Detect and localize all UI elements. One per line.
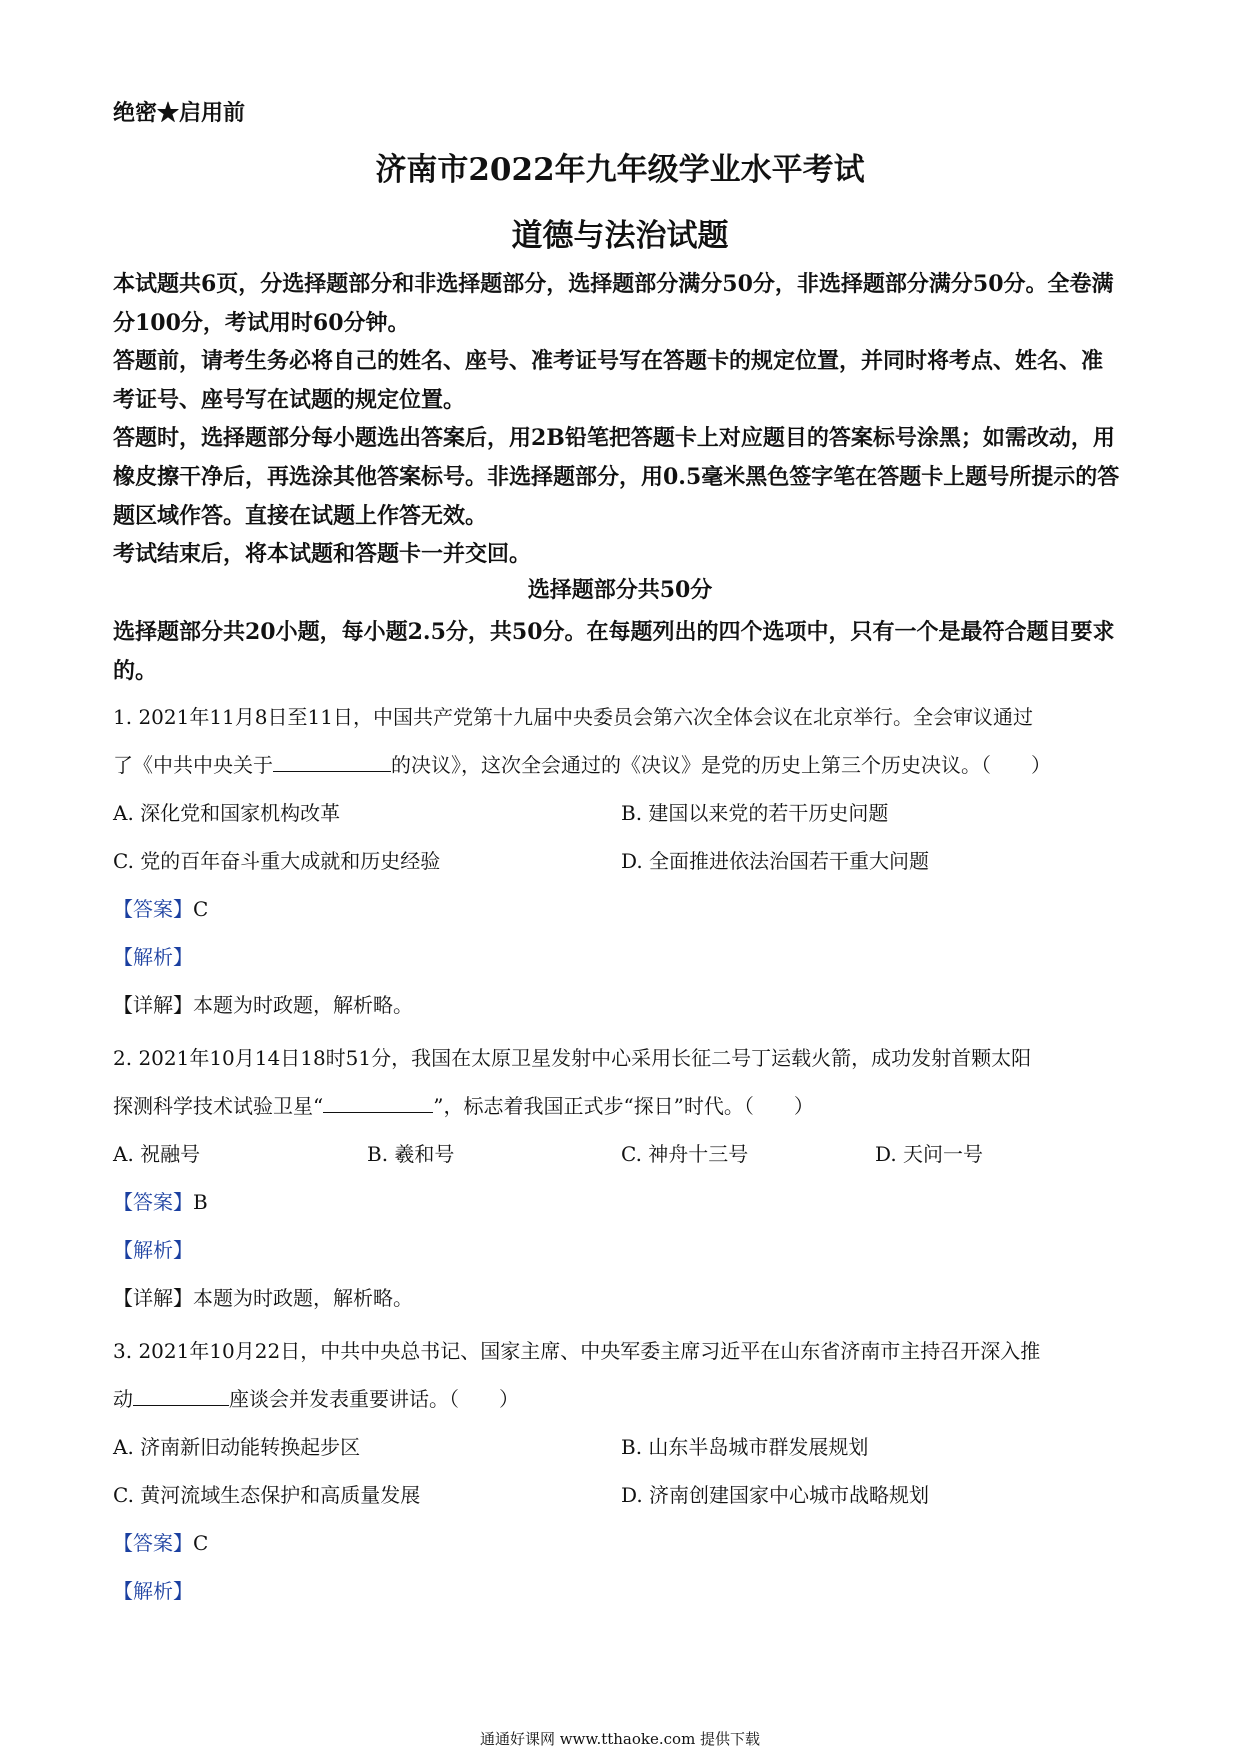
exam-title: 济南市2022年九年级学业水平考试 [375,152,865,188]
question-1 [113,693,1133,1029]
answer-line [113,1519,1133,1567]
section-heading: 选择题部分共50分 [527,577,713,603]
question-3 [113,1327,1133,1615]
stem-text: 探测科学技术试验卫星“ [113,1094,324,1118]
detail-tag: 【详解】 [113,993,193,1017]
instruction-paragraph: 答题前，请考生务必将自己的姓名、座号、准考证号写在答题卡的规定位置，并同时将考点、姓名、准考证号、座号写在试题的规定位置。 [113,348,1104,413]
instruction-paragraph: 本试题共6页，分选择题部分和非选择题部分，选择题部分满分50分，非选择题部分满分50分。全卷满分100分，考试用时60分钟。 [113,271,1114,336]
option-a: A. 祝融号 [113,1142,201,1166]
option-d: D. 全面推进依法治国若干重大问题 [621,849,930,873]
option-b: B. 建国以来党的若干历史问题 [621,801,889,825]
option-b: B. 羲和号 [367,1142,455,1166]
option-d: D. 天问一号 [875,1142,984,1166]
question-stem-line [113,1375,1133,1423]
options-row [113,837,1133,885]
answer-value: C [193,1531,209,1555]
fill-blank [273,753,391,772]
stem-text: ”，标志着我国正式步“探日”时代。（ ） [433,1094,814,1118]
option-a: A. 深化党和国家机构改革 [113,801,341,825]
instruction-paragraph: 答题时，选择题部分每小题选出答案后，用2B铅笔把答题卡上对应题目的答案标号涂黑；如需改动，用橡皮擦干净后，再选涂其他答案标号。非选择题部分，用0.5毫米黑色签字笔在答题卡上题号所提示的答题区域作答。直接在试题上作答无效。 [113,425,1120,529]
question-stem-line: 3. 2021年10月22日，中共中央总书记、国家主席、中央军委主席习近平在山东省济南市主持召开深入推 [113,1339,1041,1363]
question-2 [113,1034,1133,1322]
answer-tag: 【答案】 [113,897,193,921]
options-row [113,1423,1133,1471]
exam-subtitle: 道德与法治试题 [511,218,729,254]
analysis-tag: 【解析】 [113,1579,193,1603]
question-stem-line [113,741,1133,789]
options-row [113,1130,1133,1178]
instruction-paragraph: 考试结束后，将本试题和答题卡一并交回。 [113,541,532,568]
answer-tag: 【答案】 [113,1190,193,1214]
instructions [113,265,1123,574]
analysis-tag: 【解析】 [113,945,193,969]
footer-watermark: 通通好课网 www.tthaoke.com 提供下载 [479,1730,761,1748]
options-row [113,1471,1133,1519]
answer-value: B [193,1190,208,1214]
analysis-line [113,933,1133,981]
answer-line [113,885,1133,933]
option-d: D. 济南创建国家中心城市战略规划 [621,1483,930,1507]
stem-text: 座谈会并发表重要讲话。（ ） [229,1387,519,1411]
secret-label: 绝密★启用前 [113,100,246,126]
answer-value: C [193,897,209,921]
option-c: C. 神舟十三号 [621,1142,749,1166]
question-stem-line: 2. 2021年10月14日18时51分，我国在太原卫星发射中心采用长征二号丁运载火箭，成功发射首颗太阳 [113,1046,1032,1070]
analysis-line [113,1226,1133,1274]
options-row [113,789,1133,837]
question-stem-line: 1. 2021年11月8日至11日，中国共产党第十九届中央委员会第六次全体会议在北京举行。全会审议通过 [113,705,1033,729]
question-stem-line [113,1082,1133,1130]
detail-text: 本题为时政题，解析略。 [193,1286,413,1310]
answer-line [113,1178,1133,1226]
answer-tag: 【答案】 [113,1531,193,1555]
detail-line [113,1274,1133,1322]
fill-blank [133,1387,229,1406]
option-b: B. 山东半岛城市群发展规划 [621,1435,869,1459]
stem-text: 动 [113,1387,133,1411]
option-c: C. 党的百年奋斗重大成就和历史经验 [113,849,441,873]
analysis-tag: 【解析】 [113,1238,193,1262]
stem-text: 了《中共中央关于 [113,753,273,777]
detail-line [113,981,1133,1029]
stem-text: 的决议》，这次全会通过的《决议》是党的历史上第三个历史决议。（ ） [391,753,1051,777]
detail-tag: 【详解】 [113,1286,193,1310]
option-a: A. 济南新旧动能转换起步区 [113,1435,361,1459]
detail-text: 本题为时政题，解析略。 [193,993,413,1017]
section-description: 选择题部分共20小题，每小题2.5分，共50分。在每题列出的四个选项中，只有一个是最符合题目要求的。 [113,619,1115,684]
analysis-line [113,1567,1133,1615]
fill-blank [323,1094,433,1113]
option-c: C. 黄河流域生态保护和高质量发展 [113,1483,421,1507]
